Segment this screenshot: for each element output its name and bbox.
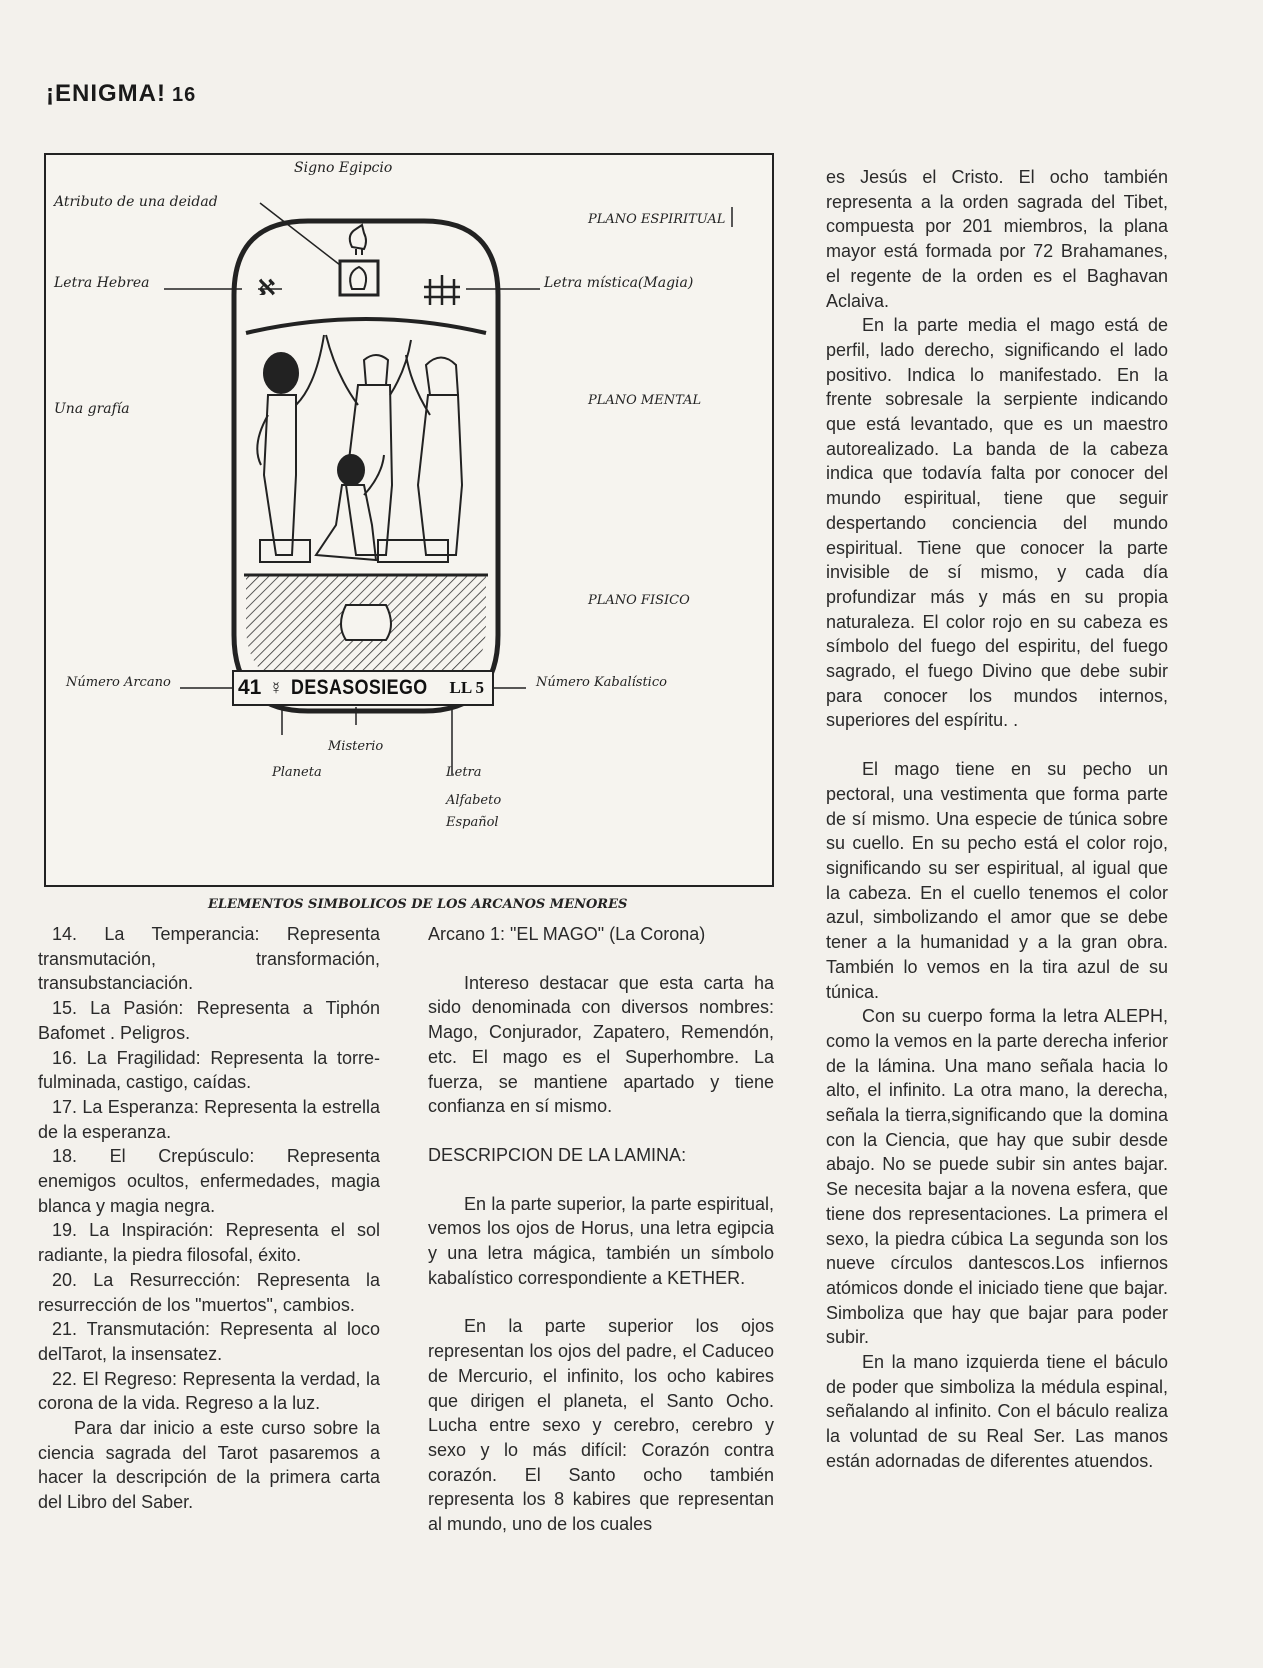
egyptian-figures-illustration xyxy=(257,335,462,562)
paragraph: El mago tiene en su pecho un pectoral, una vestimenta que forma parte de sí mismo. Una especie de túnica sobre su cuello. En su pecho está el color rojo, significando su ser espiritual, al igual que la cabeza. En el cuello tenemos el color azul, simbolizando el amor que se debe tener a la humanidad y a la gran obra. También lo vemos en la tira azul de su túnica. xyxy=(826,759,1168,1002)
intro-paragraph: Para dar inicio a este curso sobre la ciencia sagrada del Tarot pasaremos a hacer la descripción de la primera carta del Libro del Saber. xyxy=(38,1418,380,1513)
figure-caption: ELEMENTOS SIMBOLICOS DE LOS ARCANOS MENORES xyxy=(208,897,628,912)
list-item: 16. La Fragilidad: Representa la torre- fulminada, castigo, caídas. xyxy=(38,1047,380,1093)
card-name: DESASOSIEGO xyxy=(290,676,428,699)
tarot-card-diagram xyxy=(44,153,774,887)
list-item: 22. El Regreso: Representa la verdad, la corona de la vida. Regreso a la luz. xyxy=(38,1368,380,1414)
column-middle xyxy=(428,922,774,1537)
spiritual-divider xyxy=(246,319,486,333)
arcano-title: Arcano 1: "EL MAGO" (La Corona) xyxy=(428,924,706,944)
page-header xyxy=(46,80,196,108)
paragraph: Intereso destacar que esta carta ha sido denominada con diversos nombres: Mago, Conjurador, Zapatero, Remendón, etc. El mago es el Superhombre. La fuerza, se mantiene apartado y tiene confianza en sí mismo. xyxy=(428,972,774,1117)
paragraph: En la mano izquierda tiene el báculo de poder que simboliza la médula espinal, señalando al infinito. Con el báculo realiza la voluntad de su Real Ser. Las manos están adornadas de diferentes atuendos. xyxy=(826,1352,1168,1471)
list-item: 15. La Pasión: Representa a Tiphón Bafomet . Peligros. xyxy=(38,998,380,1043)
card-letter: LL 5 xyxy=(449,678,484,697)
label-numero-arcano: Número Arcano xyxy=(66,675,171,690)
card-name-box xyxy=(232,670,494,706)
list-item: 14. La Temperancia: Representa transmutación, transformación, transubstanciación. xyxy=(38,924,380,994)
label-letra: Letra xyxy=(446,765,482,780)
label-plano-espiritual: PLANO ESPIRITUAL xyxy=(588,212,726,227)
label-atributo-deidad: Atributo de una deidad xyxy=(54,194,218,210)
label-letra-hebrea: Letra Hebrea xyxy=(54,275,150,291)
egyptian-glyph-icon xyxy=(350,267,366,289)
label-plano-fisico: PLANO FISICO xyxy=(588,593,690,608)
paragraph: En la parte superior, la parte espiritual, vemos los ojos de Horus, una letra egipcia y una letra mágica, también un símbolo kabalístico correspondiente a KETHER. xyxy=(428,1193,774,1288)
paragraph: es Jesús el Cristo. El ocho también representa a la orden sagrada del Tibet, compuesta por 201 miembros, la plana mayor está formada por 72 Brahamanes, el regente de la orden es el Baghavan Aclaiva. xyxy=(826,167,1168,311)
label-signo-egipcio: Signo Egipcio xyxy=(294,160,393,176)
paragraph: Con su cuerpo forma la letra ALEPH, como la vemos en la parte derecha inferior de la lámina. Una mano señala hacia lo alto, el infinito. La otra mano, la derecha, señala la tierra,significando que la domina con la Ciencia, que hay que subir desde abajo. No se puede subir sin antes bajar. Se necesita bajar a la novena esfera, que tiene dos representaciones. La primera el sexo, la piedra cúbica La segunda son los nueve círculos dantescos.Los infiernos atómicos donde el iniciado tiene que bajar. Simboliza que hay que bajar para poder subir. xyxy=(826,1006,1168,1348)
vase-icon xyxy=(341,605,391,640)
label-una-grafia: Una grafía xyxy=(54,401,130,417)
label-espanol: Español xyxy=(446,815,499,830)
label-misterio: Misterio xyxy=(328,739,384,754)
label-plano-mental: PLANO MENTAL xyxy=(588,393,702,408)
list-item: 18. El Crepúsculo: Representa enemigos ocultos, enfermedades, magia blanca y magia negra. xyxy=(38,1146,380,1216)
mystic-letter-icon xyxy=(424,275,460,305)
ibis-bird-icon xyxy=(350,225,366,255)
list-item: 17. La Esperanza: Representa la estrella de la esperanza. xyxy=(38,1096,380,1142)
section-heading: DESCRIPCION DE LA LAMINA: xyxy=(428,1144,687,1165)
label-letra-mistica: Letra mística(Magia) xyxy=(544,275,694,291)
card-illustration xyxy=(46,155,772,885)
list-item: 21. Transmutación: Representa al loco delTarot, la insensatez. xyxy=(38,1319,380,1364)
hebrew-letter-icon: ℵ xyxy=(258,276,276,301)
label-numero-kabalistico: Número Kabalístico xyxy=(536,675,667,690)
label-alfabeto: Alfabeto xyxy=(446,793,502,808)
column-left xyxy=(38,922,380,1515)
page-number: 16 xyxy=(171,84,197,106)
list-item: 19. La Inspiración: Representa el sol radiante, la piedra filosofal, éxito. xyxy=(38,1220,380,1266)
list-item: 20. La Resurrección: Representa la resurrección de los "muertos", cambios. xyxy=(38,1269,380,1315)
mercury-planet-icon: ☿ xyxy=(269,677,283,698)
card-number: 41 xyxy=(238,676,262,699)
paragraph: En la parte media el mago está de perfil, lado derecho, significando el lado positivo. Indica lo manifestado. En la frente sobresale la serpiente indicando que está levantado, que es un maestro autorealizado. La banda de la cabeza indica que todavía falta por conocer del mundo espiritual, tiene que seguir despertando conciencia del mundo espiritual. Tiene que conocer la parte invisible de sí mismo, y cada día profundizar más y más en su propia naturaleza. El color rojo en su cabeza es símbolo del fuego del espiritu, del fuego sagrado, el fuego Divino que debe subir para conocer los mundos internos, superiores del espíritu. . xyxy=(826,315,1168,731)
paragraph: En la parte superior los ojos representan los ojos del padre, el Caduceo de Mercurio, el infinito, los ocho kabires que dirigen el planeta, el Santo Ocho. Lucha entre sexo y cerebro, cerebro y sexo y lo más difícil: Corazón contra corazón. El Santo ocho también representa los 8 kabires que representan al mundo, uno de los cuales xyxy=(428,1316,774,1535)
column-right xyxy=(826,165,1168,1474)
magazine-title: ¡ENIGMA! xyxy=(46,80,166,107)
label-planeta: Planeta xyxy=(272,765,322,780)
